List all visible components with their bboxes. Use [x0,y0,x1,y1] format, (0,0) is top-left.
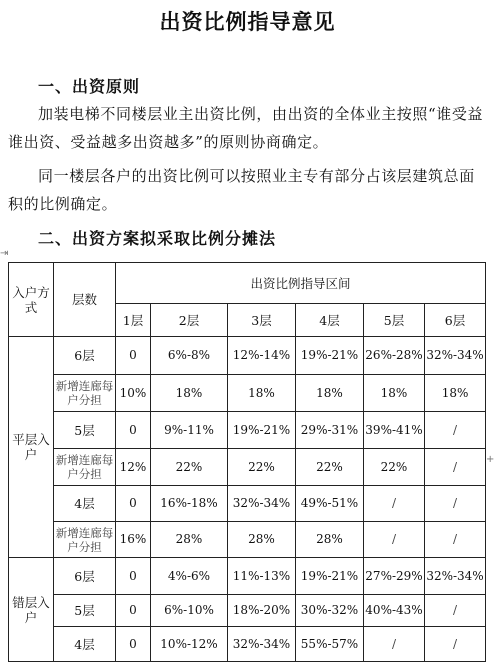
row-label: 4层 [54,627,116,662]
header-floor-1: 1层 [116,304,151,337]
ratio-cell: 18% [296,375,364,412]
table-row [9,595,486,627]
row-label: 6层 [54,558,116,595]
ratio-cell: 22% [151,449,228,486]
table-row [9,522,486,558]
ratio-cell: 39%-41% [364,412,425,449]
contribution-ratio-table [8,262,486,662]
ratio-cell: 9%-11% [151,412,228,449]
ratio-cell: / [425,412,486,449]
ratio-cell: 6%-10% [151,595,228,627]
ratio-cell: 32%-34% [425,337,486,375]
row-label: 新增连廊每户分担 [54,449,116,486]
ratio-cell: 19%-21% [228,412,296,449]
group-label: 平层入户 [9,337,54,558]
ratio-cell: / [425,522,486,558]
ratio-cell: 27%-29% [364,558,425,595]
ratio-cell: 12% [116,449,151,486]
ratio-cell: 40%-43% [364,595,425,627]
header-entry-method: 入户方式 [9,263,54,337]
header-floor-4: 4层 [296,304,364,337]
table-row [9,375,486,412]
ratio-cell: 6%-8% [151,337,228,375]
ratio-cell: / [425,627,486,662]
ratio-cell: / [425,486,486,522]
table-row [9,412,486,449]
ratio-cell: 16%-18% [151,486,228,522]
group-label: 错层入户 [9,558,54,662]
ratio-cell: 32%-34% [425,558,486,595]
principles-paragraph-1: 加装电梯不同楼层业主出资比例，由出资的全体业主按照“谁受益谁出资、受益越多出资越多”的原则协商确定。 [8,105,484,151]
ratio-cell: 10%-12% [151,627,228,662]
table-row [9,627,486,662]
ratio-cell: 28% [151,522,228,558]
table-move-handle-icon[interactable]: ⇥ [0,248,9,259]
ratio-cell: / [364,486,425,522]
ratio-cell: 19%-21% [296,558,364,595]
ratio-cell: 18% [425,375,486,412]
principles-paragraph-2: 同一楼层各户的出资比例可以按照业主专有部分占该层建筑总面积的比例确定。 [8,167,475,213]
ratio-cell: 49%-51% [296,486,364,522]
ratio-cell: / [425,595,486,627]
ratio-cell: / [364,627,425,662]
ratio-cell: 22% [296,449,364,486]
table-row [9,337,486,375]
table-row [9,558,486,595]
header-floor-6: 6层 [425,304,486,337]
ratio-cell: 18% [228,375,296,412]
ratio-cell: 18% [364,375,425,412]
ratio-cell: 0 [116,412,151,449]
ratio-cell: 0 [116,627,151,662]
ratio-cell: 22% [364,449,425,486]
ratio-cell: 29%-31% [296,412,364,449]
ratio-cell: 0 [116,558,151,595]
ratio-cell: 22% [228,449,296,486]
row-label: 6层 [54,337,116,375]
table-row [9,449,486,486]
ratio-cell: 10% [116,375,151,412]
header-floor-count: 层数 [54,263,116,337]
header-floor-3: 3层 [228,304,296,337]
ratio-cell: 0 [116,337,151,375]
ratio-cell: 18% [151,375,228,412]
add-row-icon[interactable]: + [486,454,495,465]
row-label: 5层 [54,412,116,449]
ratio-cell: 16% [116,522,151,558]
header-floor-5: 5层 [364,304,425,337]
page-title: 出资比例指导意见 [159,10,336,34]
ratio-cell: 12%-14% [228,337,296,375]
ratio-cell: 18%-20% [228,595,296,627]
ratio-cell: 0 [116,595,151,627]
section-heading-principles: 一、出资原则 [38,77,141,96]
ratio-cell: 28% [228,522,296,558]
ratio-cell: / [364,522,425,558]
header-floor-2: 2层 [151,304,228,337]
ratio-cell: 32%-34% [228,627,296,662]
ratio-cell: 28% [296,522,364,558]
ratio-cell: 30%-32% [296,595,364,627]
table-row [9,486,486,522]
ratio-cell: 32%-34% [228,486,296,522]
ratio-cell: / [425,449,486,486]
ratio-cell: 26%-28% [364,337,425,375]
row-label: 新增连廊每户分担 [54,375,116,412]
row-label: 4层 [54,486,116,522]
header-ratio-range: 出资比例指导区间 [116,263,486,304]
section-heading-scheme: 二、出资方案拟采取比例分摊法 [38,229,277,248]
ratio-cell: 55%-57% [296,627,364,662]
ratio-cell: 0 [116,486,151,522]
ratio-cell: 19%-21% [296,337,364,375]
row-label: 新增连廊每户分担 [54,522,116,558]
ratio-cell: 11%-13% [228,558,296,595]
row-label: 5层 [54,595,116,627]
ratio-cell: 4%-6% [151,558,228,595]
